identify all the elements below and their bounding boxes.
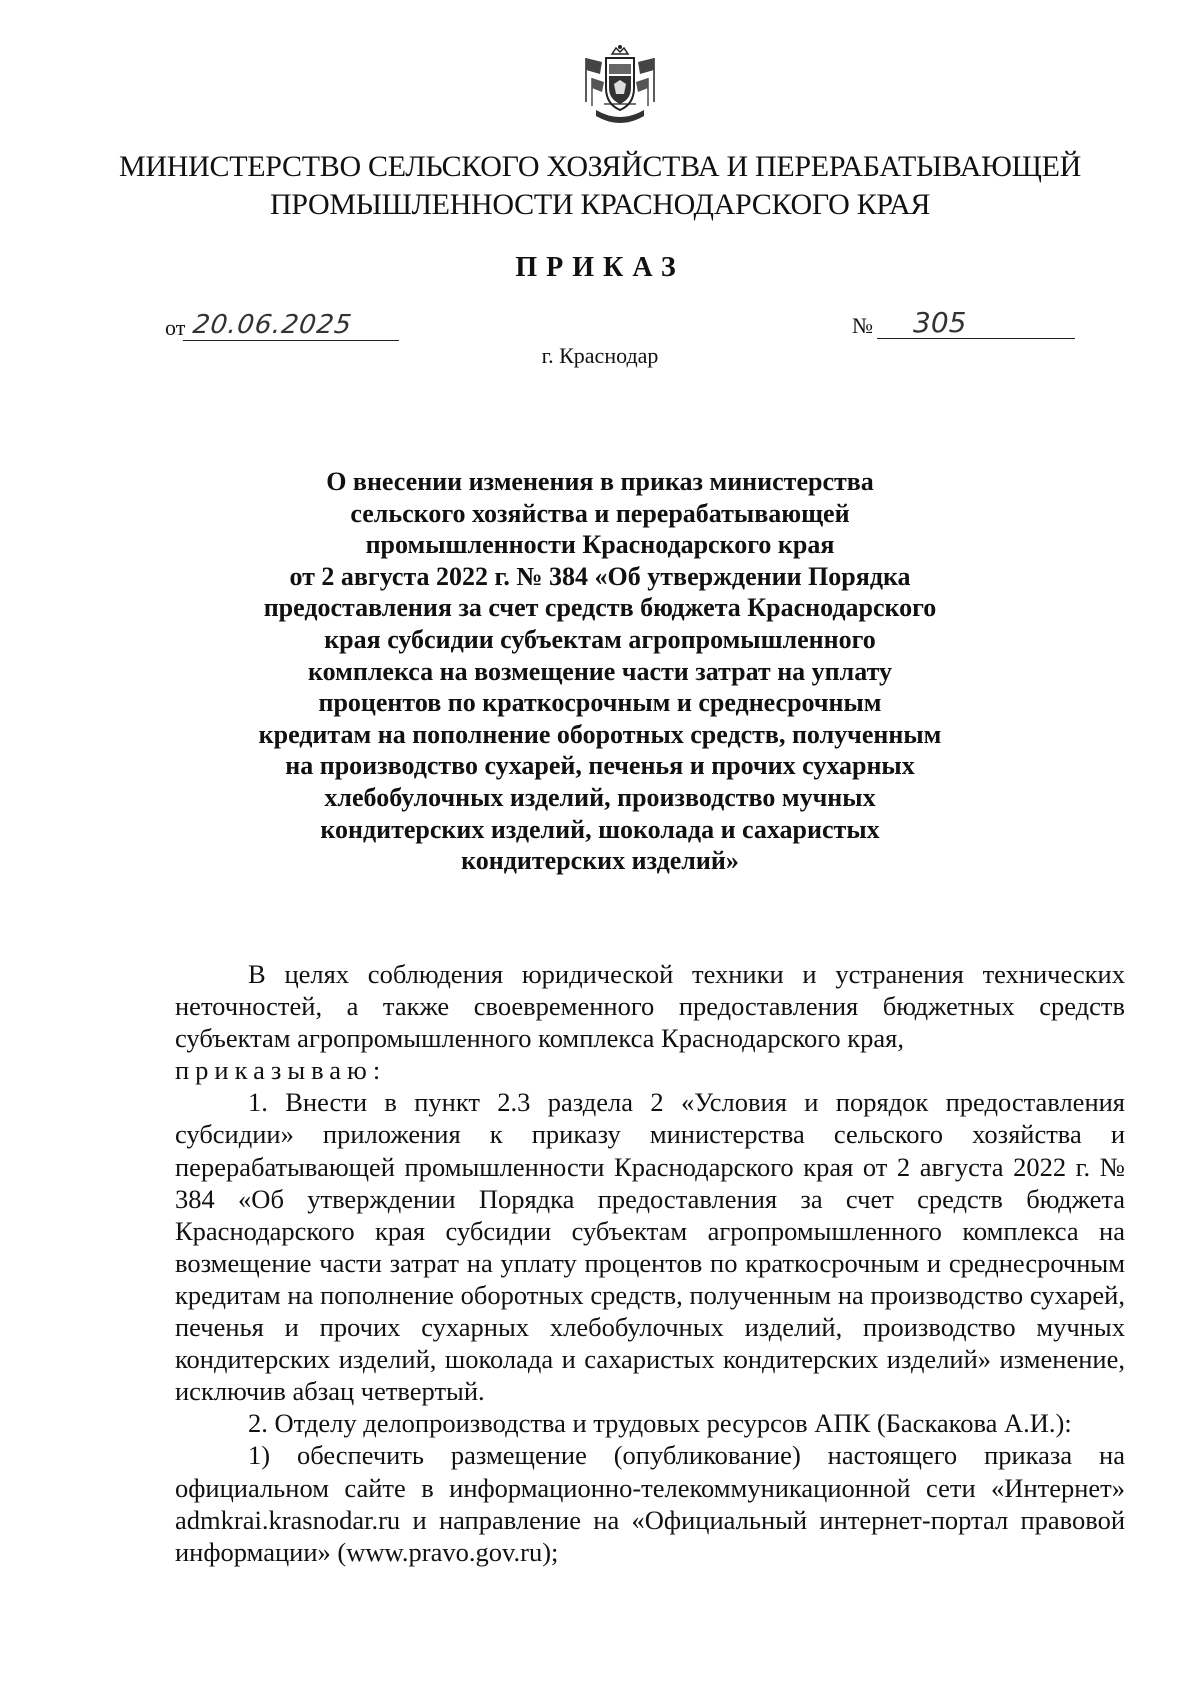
- title-line: кондитерских изделий, шоколада и сахаристых: [320, 814, 880, 844]
- city: г. Краснодар: [541, 343, 659, 368]
- title-line: кредитам на пополнение оборотных средств, полученным: [258, 719, 942, 749]
- title-line: комплекса на возмещение части затрат на уплату: [308, 656, 892, 686]
- number-prefix: №: [852, 313, 873, 338]
- ministry-line-1: МИНИСТЕРСТВО СЕЛЬСКОГО ХОЗЯЙСТВА И ПЕРЕРАБАТЫВАЮЩЕЙ: [119, 150, 1081, 183]
- item-1-paragraph: 1. Внести в пункт 2.3 раздела 2 «Условия и порядок предоставления субсидии» приложения к приказу министерства сельского хозяйства и перерабатывающей промышленности Краснодарского края от 2 августа 2022 г. № 384 «Об утверждении Порядка предоставления за счет средств бюджета Краснодарского края субсидии субъектам агропромышленного комплекса на возмещение части затрат на уплату процентов по краткосрочным и среднесрочным кредитам на пополнение оборотных средств, полученным на производство сухарей, печенья и прочих сухарных хлебобулочных изделий, производство мучных кондитерских изделий, шоколада и сахаристых кондитерских изделий» изменение, исключив абзац четвертый.: [175, 1087, 1125, 1407]
- number-handwritten: 305: [877, 308, 1075, 339]
- order-word-text: приказываю:: [175, 1055, 387, 1086]
- order-word: [175, 1054, 1125, 1086]
- title-line: предоставления за счет средств бюджета Краснодарского: [263, 593, 937, 623]
- title-line: от 2 августа 2022 г. № 384 «Об утверждении Порядка: [289, 561, 911, 591]
- ministry-line-2: ПРОМЫШЛЕННОСТИ КРАСНОДАРСКОГО КРАЯ: [269, 188, 931, 221]
- title-line: края субсидии субъектам агропромышленного: [324, 624, 876, 654]
- title-line: на производство сухарей, печенья и прочих сухарных: [285, 751, 915, 781]
- title-line: промышленности Краснодарского края: [365, 530, 835, 560]
- coat-of-arms-icon: [578, 44, 662, 130]
- document-title: [200, 466, 1000, 877]
- date-prefix: от: [165, 315, 186, 340]
- ministry-name: [100, 148, 1100, 224]
- title-line: сельского хозяйства и перерабатывающей: [350, 498, 850, 528]
- title-line: процентов по краткосрочным и среднесрочным: [318, 688, 882, 718]
- item-2-paragraph: 2. Отделу делопроизводства и трудовых ресурсов АПК (Баскакова А.И.):: [248, 1408, 1072, 1439]
- date-handwritten: 20.06.2025: [183, 310, 403, 341]
- document-body: [175, 958, 1125, 1568]
- number-field: [852, 308, 1075, 339]
- title-line: кондитерских изделий»: [461, 846, 739, 876]
- item-2-1-paragraph: 1) обеспечить размещение (опубликование) настоящего приказа на официальном сайте в информационно-телекоммуникационной сети «Интернет» admkrai.krasnodar.ru и направление на «Официальный интернет-портал правовой информации» (www.pravo.gov.ru);: [175, 1440, 1125, 1567]
- date-field: [165, 310, 401, 341]
- preamble-paragraph: В целях соблюдения юридической техники и устранения технических неточностей, а также своевременного предоставления бюджетных средств субъектам агропромышленного комплекса Краснодарского края,: [175, 959, 1125, 1054]
- title-line: хлебобулочных изделий, производство мучных: [324, 782, 876, 812]
- document-type: ПРИКАЗ: [515, 252, 685, 283]
- title-line: О внесении изменения в приказ министерства: [326, 467, 874, 496]
